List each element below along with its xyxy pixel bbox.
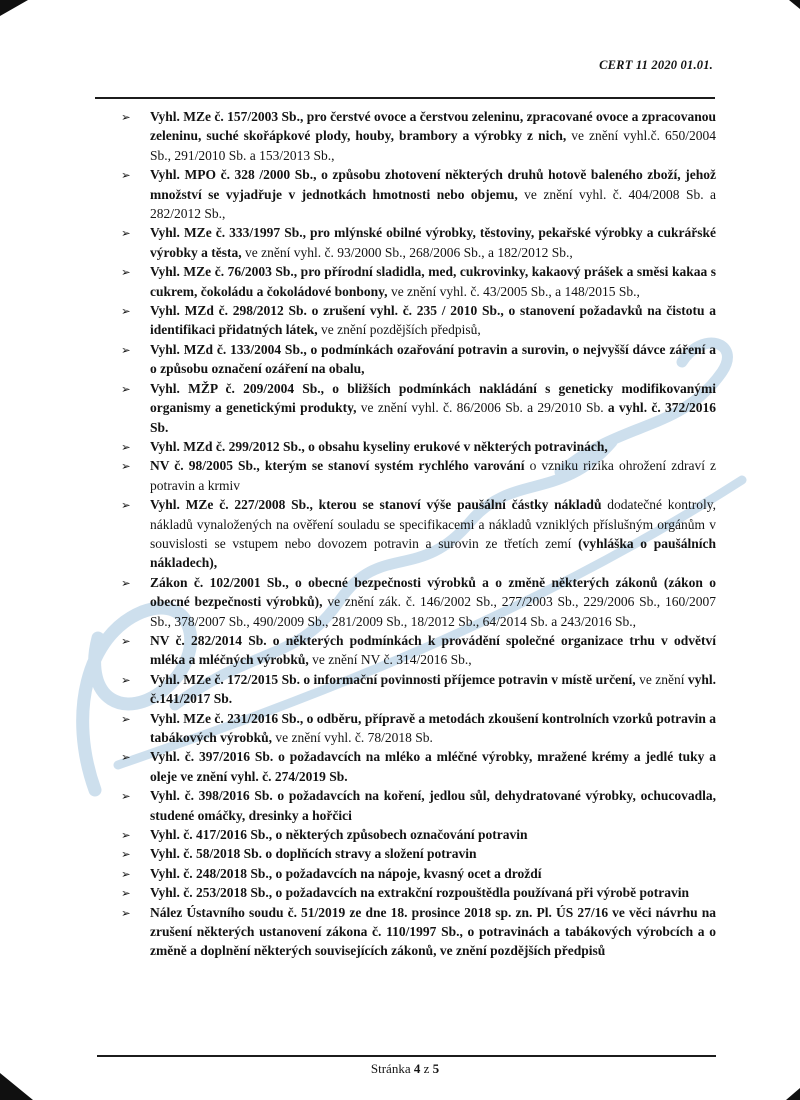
text-segment: vyhl. č.141/2017 Sb. [150, 671, 716, 707]
arrow-bullet-icon: ➢ [121, 342, 131, 357]
arrow-bullet-icon: ➢ [121, 828, 131, 843]
text-segment: Vyhl. MZd č. 133/2004 Sb., o podmínkách ozařování potravin a surovin, o nejvyšší dávce záření a o způsobu označení ozáření na obalu, [150, 341, 716, 377]
list-item [120, 883, 716, 902]
arrow-bullet-icon: ➢ [121, 633, 131, 648]
arrow-bullet-icon: ➢ [121, 168, 131, 183]
list-item [120, 379, 716, 437]
list-item [120, 786, 716, 825]
text-segment: ve znění vyhl. č. 78/2018 Sb. [272, 730, 433, 745]
arrow-bullet-icon: ➢ [121, 110, 131, 124]
text-segment: Vyhl. č. 58/2018 Sb. o doplňcích stravy a složení potravin [150, 846, 477, 862]
arrow-bullet-icon: ➢ [121, 381, 131, 396]
list-item [120, 437, 716, 456]
text-segment: Zákon č. 102/2001 Sb., o obecné bezpečnosti výrobků a o změně některých zákonů (zákon o obecné bezpečnosti výrobků), [150, 574, 716, 610]
text-segment: (vyhláška o paušálních nákladech), [150, 535, 717, 571]
text-segment: Vyhl. č. 397/2016 Sb. o požadavcích na mléko a mléčné výrobky, mražené krémy a jedlé tuky a oleje ve znění vyhl. č. 274/2019 Sb. [150, 749, 716, 784]
footer-prefix: Stránka [370, 1061, 411, 1076]
text-segment: Vyhl. MZe č. 231/2016 Sb., o odběru, přípravě a metodách zkoušení kontrolních vzorků potravin a tabákových výrobků, [150, 710, 716, 745]
list-item [120, 631, 716, 670]
footer-of-word: z [423, 1061, 430, 1076]
scan-artifact-top-right [789, 0, 800, 9]
text-segment: Vyhl. MZe č. 76/2003 Sb., pro přírodní sladidla, med, cukrovinky, kakaový prášek a směsi kakaa s cukrem, čokoládu a čokoládové bonbony, [150, 264, 716, 299]
text-segment: Vyhl. MZe č. 333/1997 Sb., pro mlýnské obilné výrobky, těstoviny, pekařské výrobky a cukrářské výrobky a těsta, [150, 225, 716, 260]
list-item [120, 825, 716, 844]
footer-total-pages: 5 [432, 1061, 440, 1076]
text-segment: NV č. 98/2005 Sb., kterým se stanoví systém rychlého varování [150, 458, 525, 474]
regulation-list [120, 107, 716, 961]
arrow-bullet-icon: ➢ [121, 459, 131, 474]
arrow-bullet-icon: ➢ [121, 711, 131, 726]
text-segment: ve znění NV č. 314/2016 Sb., [308, 652, 472, 668]
footer-rule [97, 1055, 716, 1057]
arrow-bullet-icon: ➢ [121, 265, 131, 280]
list-item [120, 709, 716, 748]
arrow-bullet-icon: ➢ [121, 498, 131, 513]
text-segment: Vyhl. č. 253/2018 Sb., o požadavcích na extrakční rozpouštědla používaná při výrobě potravin [150, 885, 690, 901]
text-segment: Vyhl. MZd č. 298/2012 Sb. o zrušení vyhl. č. 235 / 2010 Sb., o stanovení požadavků na čistotu a identifikaci přidatných látek, [150, 303, 716, 338]
text-segment: ve znění vyhl. č. 43/2005 Sb., a 148/2015 Sb., [387, 283, 640, 299]
text-segment: Vyhl. MPO č. 328 /2000 Sb., o způsobu zhotovení některých druhů hotově baleného zboží, jehož množství se vyjadřuje v jednotkách hmotnosti nebo objemu, [150, 167, 716, 202]
arrow-bullet-icon: ➢ [121, 750, 131, 765]
list-item [120, 903, 716, 961]
text-segment: Vyhl. MZe č. 227/2008 Sb., kterou se stanoví výše paušální částky nákladů [150, 497, 602, 513]
footer-page-number: 4 [413, 1061, 421, 1076]
text-segment: ve znění vyhl. č. 404/2008 Sb. a 282/2012 Sb., [150, 186, 716, 222]
text-segment: Vyhl. MZe č. 157/2003 Sb., pro čerstvé ovoce a čerstvou zeleninu, zpracované ovoce a zpracovanou zeleninu, suché skořápkové plody, houby, brambory a výrobky z nich, [150, 109, 716, 144]
arrow-bullet-icon: ➢ [121, 905, 131, 920]
list-item [120, 864, 716, 883]
document-reference: CERT 11 2020 01.01. [599, 58, 713, 72]
text-segment: ve znění vyhl. č. 86/2006 Sb. a 29/2010 Sb. [356, 400, 608, 416]
arrow-bullet-icon: ➢ [121, 789, 131, 804]
list-item [120, 456, 716, 495]
scan-artifact-bottom-left [0, 1073, 33, 1100]
text-segment: o vzniku rizika ohrožení zdraví z potravin a krmiv [150, 458, 716, 493]
list-item [120, 165, 716, 223]
list-item [120, 262, 716, 301]
list-item [120, 844, 716, 863]
text-segment: ve znění vyhl.č. 650/2004 Sb., 291/2010 Sb. a 153/2013 Sb., [150, 128, 716, 163]
scan-artifact-bottom-right [786, 1088, 800, 1100]
text-segment: NV č. 282/2014 Sb. o některých podmínkách k provádění společné organizace trhu v odvětví mléka a mléčných výrobků, [150, 632, 716, 668]
text-segment: Vyhl. č. 398/2016 Sb. o požadavcích na koření, jedlou sůl, dehydratované výrobky, ochucovadla, studené omáčky, dresinky a hořčici [150, 788, 716, 823]
text-segment: Vyhl. č. 248/2018 Sb., o požadavcích na nápoje, kvasný ocet a droždí [150, 865, 542, 881]
arrow-bullet-icon: ➢ [121, 866, 131, 881]
list-item [120, 670, 716, 709]
page-footer [95, 1061, 715, 1077]
header-rule [95, 97, 715, 99]
text-segment: a vyhl. č. 372/2016 Sb. [150, 400, 717, 435]
text-segment: Vyhl. MZd č. 299/2012 Sb., o obsahu kyseliny erukové v některých potravinách, [150, 438, 608, 454]
arrow-bullet-icon: ➢ [121, 304, 131, 319]
list-item [120, 107, 716, 165]
arrow-bullet-icon: ➢ [121, 226, 131, 241]
list-item [120, 340, 716, 379]
arrow-bullet-icon: ➢ [121, 886, 131, 901]
list-item [120, 223, 716, 262]
text-segment: Vyhl. č. 417/2016 Sb., o některých způsobech označování potravin [150, 827, 528, 843]
text-segment: ve znění pozdějších předpisů, [317, 322, 481, 338]
text-segment: Nález Ústavního soudu č. 51/2019 ze dne 18. prosince 2018 sp. zn. Pl. ÚS 27/16 ve věci návrhu na zrušení některých ustanovení zákona č. 110/1997 Sb., o potravinách a tabákových výrobcích a o změně a doplnění některých souvisejících zákonů, ve znění pozdějších předpisů [150, 904, 716, 959]
text-segment: ve znění vyhl. č. 93/2000 Sb., 268/2006 Sb., a 182/2012 Sb., [241, 244, 573, 260]
arrow-bullet-icon: ➢ [121, 672, 131, 687]
list-item [120, 495, 716, 573]
text-segment: ve znění [635, 671, 688, 687]
arrow-bullet-icon: ➢ [121, 847, 131, 862]
scan-artifact-top-left [0, 0, 28, 16]
text-segment: Vyhl. MZe č. 172/2015 Sb. o informační povinnosti příjemce potravin v místě určení, [150, 671, 636, 687]
arrow-bullet-icon: ➢ [121, 575, 131, 590]
list-item [120, 301, 716, 340]
text-segment: Vyhl. MŽP č. 209/2004 Sb., o bližších podmínkách nakládání s geneticky modifikovanými organismy a genetickými produkty, [150, 380, 716, 416]
text-segment: dodatečné kontroly, nákladů vynaložených na ověření souladu se specifikacemi a nákladů vzniklých příslušným orgánům v souvislosti se vstupem nebo dovozem potravin a surovin ze třetích zemí [150, 497, 716, 551]
list-item [120, 573, 716, 631]
arrow-bullet-icon: ➢ [121, 439, 131, 454]
text-segment: ve znění zák. č. 146/2002 Sb., 277/2003 Sb., 229/2006 Sb., 160/2007 Sb., 378/2007 Sb., 490/2009 Sb., 281/2009 Sb., 18/2012 Sb., 64/2014 Sb. a 243/2016 Sb., [150, 594, 716, 629]
list-item [120, 747, 716, 786]
